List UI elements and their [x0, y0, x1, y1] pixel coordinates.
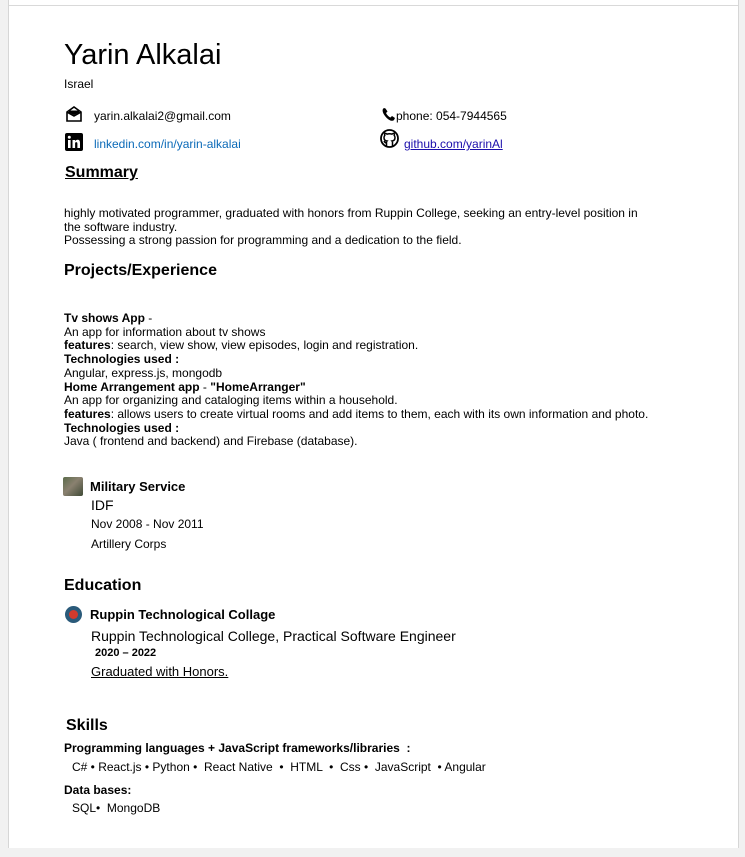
project-2-tech-label	[64, 422, 724, 436]
summary-line-3: Possessing a strong passion for programming and a dedication to the field.	[64, 233, 462, 248]
github-link[interactable]: github.com/yarinAl	[404, 137, 503, 151]
skills-databases: SQL• MongoDB	[72, 801, 161, 815]
military-heading: Military Service	[90, 479, 186, 494]
military-dates: Nov 2008 - Nov 2011	[91, 517, 204, 531]
summary-heading: Summary	[65, 164, 138, 181]
skills-languages-label: Programming languages + JavaScript frameworks/libraries :	[64, 741, 411, 755]
project-2-name: Home Arrangement app	[64, 379, 200, 394]
project-1-dash: -	[144, 311, 153, 325]
project-1-name: Tv shows App	[64, 311, 145, 325]
projects-heading: Projects/Experience	[64, 262, 217, 279]
project-2-title	[64, 381, 724, 395]
project-1-tech: Angular, express.js, mongodb	[64, 365, 223, 380]
project-2-tech-label-text: Technologies used :	[64, 420, 180, 435]
project-2-features-text: : allows users to create virtual rooms and add items to them, each with its own information and photo.	[110, 406, 649, 421]
education-years: 2020 – 2022	[95, 647, 157, 659]
education-degree: Ruppin Technological College, Practical Software Engineer	[91, 628, 456, 644]
project-1-features	[64, 339, 724, 353]
summary-line-2: the software industry.	[64, 219, 178, 234]
project-2-desc: An app for organizing and cataloging items within a household.	[64, 393, 398, 408]
project-1-tech-label	[64, 353, 724, 367]
github-icon[interactable]	[380, 129, 399, 148]
projects-list	[64, 312, 724, 449]
skills-languages: C# • React.js • Python • React Native • HTML • Css • JavaScript • Angular	[72, 760, 486, 774]
top-border	[9, 5, 738, 6]
project-1-tech-label-text: Technologies used :	[64, 352, 180, 367]
candidate-location: Israel	[64, 77, 94, 91]
email-text[interactable]: yarin.alkalai2@gmail.com	[94, 109, 231, 123]
phone-icon	[381, 107, 397, 122]
project-1-desc: An app for information about tv shows	[64, 324, 266, 339]
summary-text	[64, 207, 664, 248]
project-2-quote: "HomeArranger"	[210, 379, 306, 394]
military-org: IDF	[91, 497, 114, 513]
project-2-features-label: features	[64, 406, 111, 421]
summary-line-1: highly motivated programmer, graduated with honors from Ruppin College, seeking an entry-level position in	[64, 206, 638, 220]
resume-page	[8, 0, 739, 848]
project-1-title	[64, 312, 724, 326]
project-2-tech: Java ( frontend and backend) and Firebase (database).	[64, 434, 358, 449]
candidate-name: Yarin Alkalai	[64, 39, 222, 71]
linkedin-link[interactable]: linkedin.com/in/yarin-alkalai	[94, 137, 241, 151]
education-honors: Graduated with Honors.	[91, 664, 229, 679]
military-unit: Artillery Corps	[91, 537, 167, 551]
linkedin-icon[interactable]	[65, 133, 83, 151]
phone-text: phone: 054-7944565	[396, 109, 507, 123]
project-1-features-label: features	[64, 338, 111, 353]
project-1-features-text: : search, view show, view episodes, login and registration.	[110, 338, 419, 353]
envelope-icon	[66, 106, 82, 122]
education-heading: Education	[64, 577, 142, 594]
project-2-features	[64, 408, 724, 422]
skills-heading: Skills	[66, 717, 108, 734]
education-school: Ruppin Technological Collage	[90, 607, 276, 622]
military-photo	[63, 477, 83, 496]
ruppin-logo	[65, 606, 82, 623]
project-2-dash: -	[199, 379, 211, 394]
skills-db-label: Data bases:	[64, 783, 132, 797]
